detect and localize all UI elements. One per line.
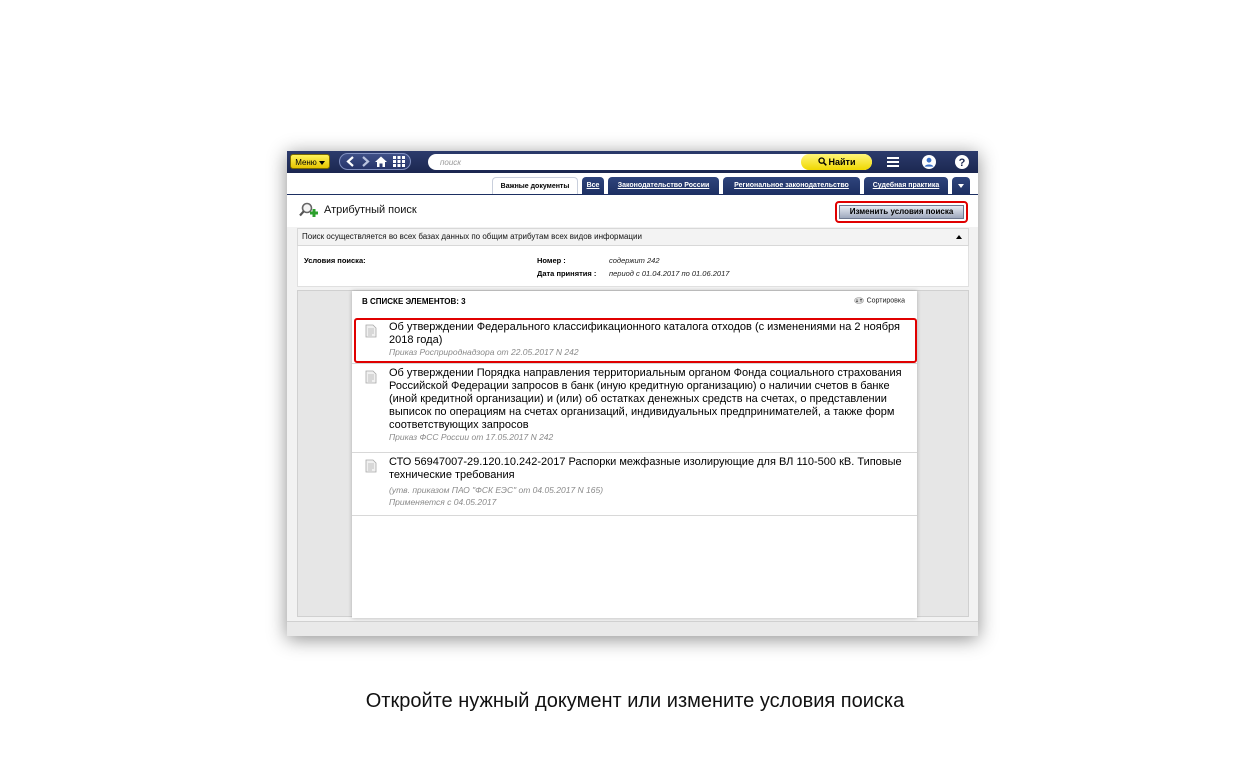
document-icon [365,459,377,473]
tabs-row [287,173,978,195]
document-title[interactable]: СТО 56947007-29.120.10.242-2017 Распорки межфазные изолирующие для ВЛ 110-500 кВ. Типовые технические требования [389,456,902,481]
tab-regional-legislation[interactable]: Региональное законодательство [723,177,860,195]
document-icon [365,370,377,384]
nav-group [339,153,411,170]
forward-arrow-icon[interactable] [358,155,372,168]
collapse-icon[interactable] [956,235,962,239]
condition-key: Дата принятия : [537,269,597,278]
page-title: Атрибутный поиск [324,204,417,216]
info-bar[interactable] [297,228,969,246]
menu-label: Меню [295,158,317,167]
hamburger-icon[interactable] [885,154,901,170]
conditions-label: Условия поиска: [304,256,366,265]
condition-value: период с 01.04.2017 по 01.06.2017 [609,269,730,278]
results-count: В СПИСКЕ ЭЛЕМЕНТОВ: 3 [362,297,466,306]
change-conditions-button[interactable]: Изменить условия поиска [839,205,964,219]
back-arrow-icon[interactable] [344,155,358,168]
search-input[interactable] [440,154,780,170]
help-icon[interactable] [954,154,970,170]
search-icon [818,157,827,166]
condition-row-date [537,269,729,278]
change-conditions-highlight [835,201,968,223]
document-effective-date: Применяется с 04.05.2017 [389,497,497,507]
find-label: Найти [828,157,856,167]
chevron-down-icon [319,161,325,165]
document-source: (утв. приказом ПАО "ФСК ЕЭС" от 04.05.2017 N 165) [389,485,604,495]
page-header [287,195,978,227]
search-conditions [297,246,969,287]
tabs-more-button[interactable] [952,177,970,195]
attribute-search-icon [299,201,319,221]
sort-icon [854,297,864,304]
caption: Откройте нужный документ или измените условия поиска [365,690,905,712]
results-list [352,291,917,618]
document-source: Приказ ФСС России от 17.05.2017 N 242 [389,432,554,442]
first-result-highlight [354,318,917,363]
condition-key: Номер : [537,256,566,265]
user-icon[interactable] [921,154,937,170]
tab-russian-legislation[interactable]: Законодательство России [608,177,719,195]
tab-important-documents[interactable]: Важные документы [492,177,578,195]
find-button[interactable] [801,154,872,170]
condition-value: содержит 242 [609,256,660,265]
document-title[interactable]: Об утверждении Порядка направления территориальным органом Фонда социального страхования Российской Федерации запросов в банк (иную кредитную организацию) о наличии счетов в банке (иной кредитной организации) и (или) об остатках денежных средств на счетах, о представлении выписок по операциям на счетах организаций, индивидуальных предпринимателей, а также форм соответствующих запросов [389,367,902,431]
home-icon[interactable] [374,155,388,168]
list-item[interactable] [352,453,917,516]
info-bar-text: Поиск осуществляется во всех базах данных по общим атрибутам всех видов информации [302,232,642,241]
tab-all[interactable]: Все [582,177,604,195]
chevron-down-icon [958,184,964,188]
top-toolbar [287,151,978,173]
grid-icon[interactable] [392,155,406,168]
list-item[interactable] [352,364,917,453]
condition-row-number [537,256,660,265]
results-area [297,290,969,617]
app-window [287,151,978,636]
search-box [428,154,872,170]
document-source: Приказ Росприроднадзора от 22.05.2017 N 242 [389,347,579,357]
menu-button[interactable] [290,154,330,169]
svg-text:?: ? [958,157,966,169]
sort-label: Сортировка [866,297,905,305]
tab-judicial-practice[interactable]: Судебная практика [864,177,948,195]
status-bar [287,621,978,636]
document-title[interactable]: Об утверждении Федерального классификационного каталога отходов (с изменениями на 2 ноября 2018 года) [389,321,900,346]
sort-button[interactable] [854,297,905,304]
